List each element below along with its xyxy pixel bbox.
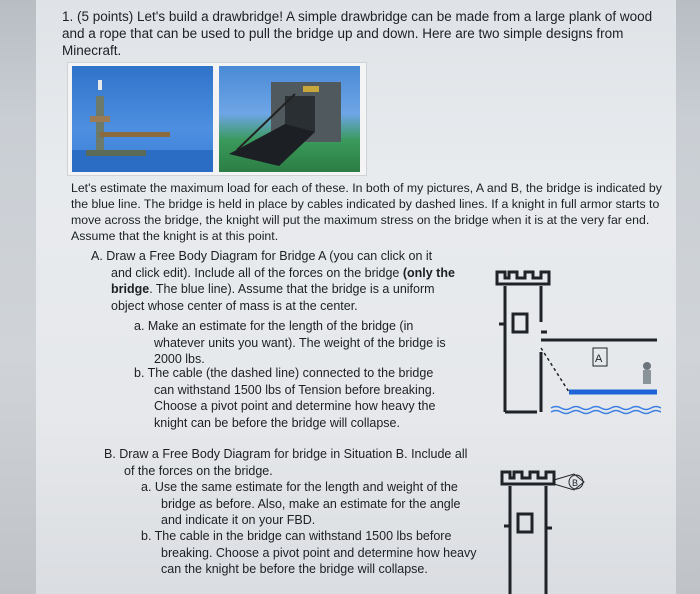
part-a-sub-b [134, 365, 464, 431]
part-b-sub-a-label: a. Use the same estimate for the length and weight of the [141, 480, 458, 494]
part-b-sub-b-body: breaking. Choose a pivot point and determine how heavy can the knight be before the bridge will collapse. [161, 545, 477, 576]
part-a-sub-a-body: whatever units you want). The weight of the bridge is 2000 lbs. [154, 335, 446, 366]
part-b-question [104, 446, 504, 479]
part-b-sub-a [141, 479, 481, 529]
problem-title: 1. (5 points) Let's build a drawbridge! A simple drawbridge can be made from a large plank of wood and a rope that can be used to pull the bridge up and down. Here are two simple designs from Minecraft. [62, 9, 653, 58]
part-b-label: B. Draw a Free Body Diagram for bridge in Situation B. Include all [104, 447, 468, 461]
part-a-label: A. Draw a Free Body Diagram for Bridge A (you can click on it [91, 249, 433, 263]
part-a-sub-b-label: b. The cable (the dashed line) connected to the bridge [134, 366, 434, 380]
figure-a-diagram[interactable] [491, 262, 661, 432]
part-a-sub-b-body: can withstand 1500 lbs of Tension before breaking. Choose a pivot point and determine how heavy the knight can be before the bridge will collapse. [154, 382, 436, 430]
figure-b-diagram[interactable] [496, 462, 646, 594]
part-b-sub-a-body: bridge as before. Also, make an estimate for the angle and indicate it on your FBD. [161, 496, 461, 527]
part-a-body [91, 265, 471, 315]
castle-tower-a [497, 272, 549, 412]
part-b-sub-b [141, 528, 481, 578]
worksheet-page [36, 0, 676, 594]
part-a-body-text: and click edit). Include all of the forces on the bridge [111, 265, 403, 280]
drawbridge-a-picture [72, 66, 213, 172]
intro-paragraph: Let's estimate the maximum load for each of these. In both of my pictures, A and B, the bridge is indicated by the blue line. The bridge is held in place by cables indicated by dashed lines. If a knight in full armor starts to move across the bridge, the knight will put the maximum stress on the bridge when it is at the very far end. Assume that the knight is at this point. [71, 181, 662, 243]
label-a-box [593, 348, 607, 366]
part-a-sub-a [134, 318, 454, 368]
cable-a [541, 348, 569, 392]
label-a: A [595, 353, 603, 365]
part-a-body-text-2: . The blue line). Assume that the bridge is a uniform object whose center of mass is at the center. [111, 282, 435, 313]
minecraft-pictures [67, 62, 367, 176]
drawbridge-b-picture [219, 66, 360, 172]
part-b-sub-b-label: b. The cable in the bridge can withstand 1500 lbs before [141, 529, 452, 543]
part-a-sub-a-label: a. Make an estimate for the length of the bridge (in [134, 319, 414, 333]
castle-tower-b [502, 472, 554, 594]
minecraft-drawbridge-image-a [72, 66, 213, 172]
part-a-question [91, 248, 491, 314]
part-b-label-2: of the forces on the bridge. [124, 463, 273, 478]
knight-a-icon [643, 362, 651, 384]
water-a [551, 407, 661, 410]
label-b-badge [554, 474, 584, 490]
part-a-bold: (only the bridge [111, 265, 455, 296]
label-b: B [572, 478, 579, 488]
minecraft-drawbridge-image-b [219, 66, 360, 172]
water-a-2 [551, 411, 661, 414]
